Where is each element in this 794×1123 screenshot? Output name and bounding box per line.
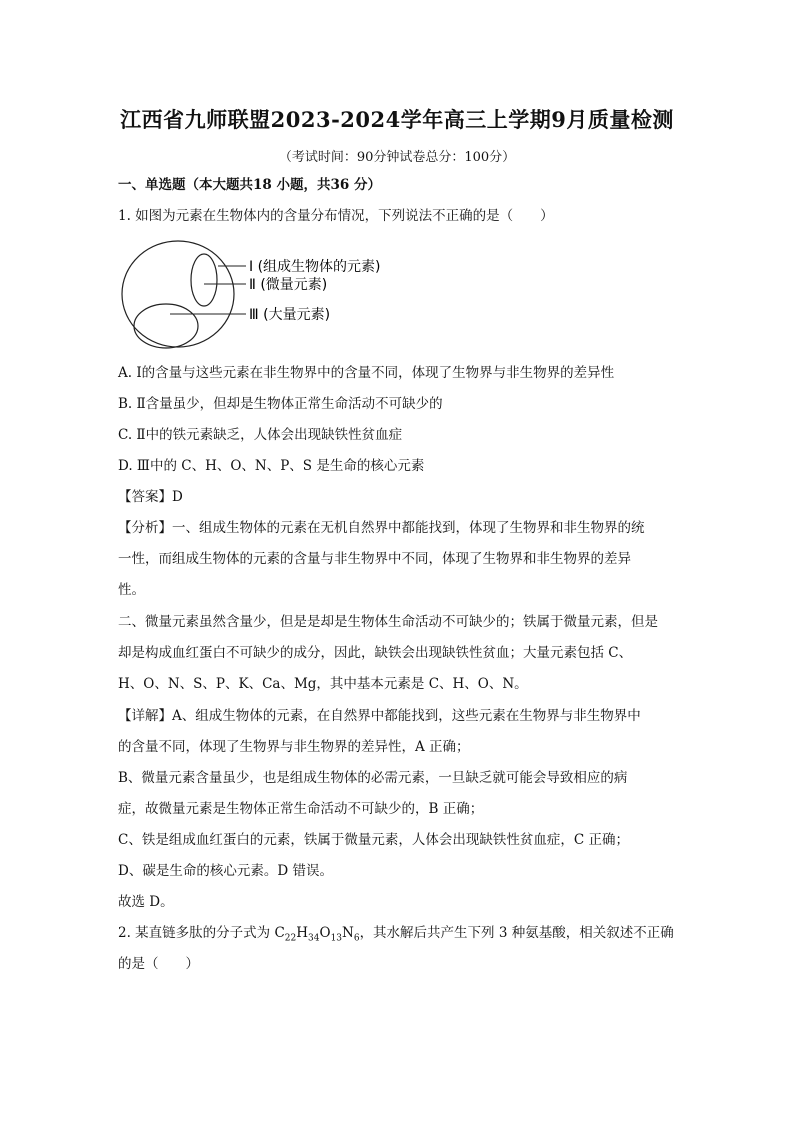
label-group-2: Ⅱ (微量元素) — [249, 277, 328, 293]
analysis-line: 却是构成血红蛋白不可缺少的成分，因此，缺铁会出现缺铁性贫血；大量元素包括 C、 — [118, 645, 633, 661]
detail-line: 【详解】A、组成生物体的元素，在自然界中都能找到，这些元素在生物界与非生物界中 — [118, 708, 641, 724]
analysis-line: 二、微量元素虽然含量少，但是是却是生物体生命活动不可缺少的；铁属于微量元素，但是 — [118, 614, 658, 630]
detail-line: B、微量元素含量虽少，也是组成生物体的必需元素，一旦缺乏就可能会导致相应的病 — [118, 770, 628, 786]
detail-line: 故选 D。 — [118, 894, 174, 910]
answer-line: 【答案】D — [118, 489, 183, 505]
major-elements-ellipse — [134, 304, 198, 348]
formula-sub-c: 22 — [284, 933, 297, 944]
element-venn-diagram — [118, 238, 418, 350]
analysis-line: 一性，而组成生物体的元素的含量与非生物界中不同，体现了生物界和非生物界的差异 — [118, 551, 631, 567]
outer-circle-shape — [122, 241, 234, 347]
trace-elements-ellipse — [191, 254, 217, 306]
label-group-3: Ⅲ (大量元素) — [249, 307, 331, 323]
option-a: A. Ⅰ的含量与这些元素在非生物界中的含量不同，体现了生物界与非生物界的差异性 — [118, 365, 615, 381]
formula-sym-o: O — [319, 925, 331, 941]
option-d: D. Ⅲ中的 C、H、O、N、P、S 是生命的核心元素 — [118, 458, 425, 474]
section-heading: 一、单选题（本大题共18 小题，共36 分） — [118, 177, 381, 193]
analysis-line: H、O、N、S、P、K、Ca、Mg，其中基本元素是 C、H、O、N。 — [118, 676, 528, 692]
label-group-1: Ⅰ (组成生物体的元素) — [249, 259, 381, 275]
formula-sub-o: 13 — [330, 933, 343, 944]
analysis-line: 【分析】一、组成生物体的元素在无机自然界中都能找到，体现了生物界和非生物界的统 — [118, 520, 645, 536]
detail-line: C、铁是组成血红蛋白的元素，铁属于微量元素，人体会出现缺铁性贫血症，C 正确； — [118, 832, 629, 848]
option-c: C. Ⅱ中的铁元素缺乏，人体会出现缺铁性贫血症 — [118, 427, 403, 443]
formula-sym-n: N — [342, 925, 354, 941]
detail-line: 症，故微量元素是生物体正常生命活动不可缺少的，B 正确； — [118, 801, 484, 817]
exam-info: （考试时间：90分钟试卷总分：100分） — [278, 150, 516, 165]
q2-stem-suffix: ，其水解后共产生下列 3 种氨基酸，相关叙述不正确 — [359, 925, 674, 941]
option-b: B. Ⅱ含量虽少，但却是生物体正常生命活动不可缺少的 — [118, 396, 443, 412]
detail-line: 的含量不同，体现了生物界与非生物界的差异性，A 正确； — [118, 739, 470, 755]
detail-line: D、碳是生命的核心元素。D 错误。 — [118, 863, 333, 879]
question-1-stem: 1. 如图为元素在生物体内的含量分布情况，下列说法不正确的是（ ） — [118, 208, 554, 224]
formula-sub-n: 6 — [353, 933, 360, 944]
formula-sub-h: 34 — [308, 933, 320, 944]
q2-stem-prefix: 2. 某直链多肽的分子式为 C — [118, 925, 285, 941]
question-2-stem-line2: 的是（ ） — [118, 956, 199, 972]
question-2-stem — [118, 924, 674, 942]
page-title: 江西省九师联盟2023-2024学年高三上学期9月质量检测 — [120, 107, 674, 132]
analysis-line: 性。 — [118, 582, 145, 598]
formula-sym-h: H — [296, 925, 309, 941]
